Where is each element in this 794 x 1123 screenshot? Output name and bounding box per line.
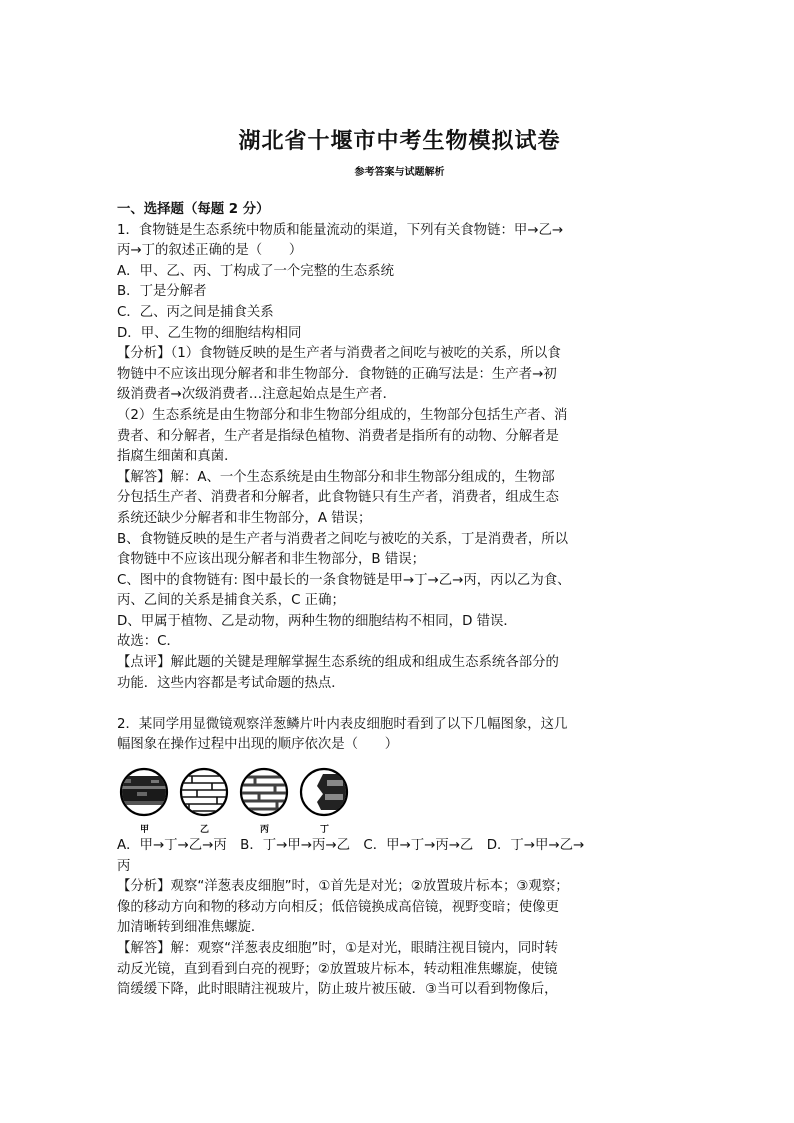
analysis-line: 级消费者→次级消费者…注意起始点是生产者． <box>117 387 397 403</box>
answer-line: 【解答】解：观察“洋葱表皮细胞”时，①是对光，眼睛注视目镜内，同时转 <box>117 941 558 956</box>
answer-line: C、图中的食物链有: 图中最长的一条食物链是甲→丁→乙→丙，丙以乙为食、 <box>117 572 571 588</box>
answer-line: 食物链中不应该出现分解者和非生物部分，B 错误； <box>117 552 426 568</box>
question-stem-line: 2．某同学用显微镜观察洋葱鳞片叶内表皮细胞时看到了以下几幅图象，这几 <box>117 716 568 732</box>
option-d: D．甲、乙生物的细胞结构相同 <box>117 325 302 341</box>
option-c: C．乙、丙之间是捕食关系 <box>117 304 274 320</box>
figure-label-bing: 丙 <box>260 825 270 836</box>
answer-line: 分包括生产者、消费者和分解者，此食物链只有生产者，消费者，组成生态 <box>117 490 559 506</box>
answer-line: 动反光镜，直到看到白亮的视野；②放置玻片标本，转动粗准焦螺旋，使镜 <box>117 961 558 977</box>
question-stem-line: 幅图象在操作过程中出现的顺序依次是（ ） <box>117 737 399 753</box>
question-stem-line: 1．食物链是生态系统中物质和能量流动的渠道，下列有关食物链：甲→乙→ <box>117 222 564 238</box>
option-a: A．甲、乙、丙、丁构成了一个完整的生态系统 <box>117 263 394 279</box>
analysis-line: 像的移动方向和物的移动方向相反；低倍镜换成高倍镜，视野变暗；使像更 <box>117 899 559 915</box>
view-ding <box>301 769 347 815</box>
analysis-line: 【分析】（1）食物链反映的是生产者与消费者之间吃与被吃的关系，所以食 <box>117 346 561 362</box>
answer-line: D、甲属于植物、乙是动物，两种生物的细胞结构不相同，D 错误． <box>117 613 517 629</box>
figure-label-ding: 丁 <box>320 825 330 836</box>
microscope-views-image <box>117 764 357 822</box>
options-line: A．甲→丁→乙→丙 B．丁→甲→丙→乙 C．甲→丁→丙→乙 D．丁→甲→乙→ <box>117 838 585 854</box>
spacer <box>117 694 682 715</box>
comment-line: 【点评】解此题的关键是理解掌握生态系统的组成和组成生态系统各部分的 <box>117 655 559 671</box>
question-2 <box>117 715 682 1001</box>
options-line: 丙 <box>117 858 131 874</box>
section-heading: 一、选择题（每题 2 分） <box>117 202 270 217</box>
question-stem-line: 丙→丁的叙述正确的是（ ） <box>117 243 303 259</box>
question-1 <box>117 221 682 695</box>
microscope-views-figure <box>117 764 357 836</box>
answer-line: 【解答】解：A、一个生态系统是由生物部分和非生物部分组成的，生物部 <box>117 469 555 485</box>
answer-line: B、食物链反映的是生产者与消费者之间吃与被吃的关系，丁是消费者，所以 <box>117 531 569 547</box>
page-title: 湖北省十堰市中考生物模拟试卷 <box>238 128 561 154</box>
document-body <box>117 200 682 1001</box>
analysis-line: 物链中不应该出现分解者和非生物部分．食物链的正确写法是：生产者→初 <box>117 366 557 382</box>
analysis-line: 【分析】观察“洋葱表皮细胞”时，①首先是对光；②放置玻片标本；③观察； <box>117 879 569 895</box>
analysis-line: 加清晰转到细准焦螺旋． <box>117 920 265 936</box>
view-yi <box>179 769 229 815</box>
comment-line: 功能．这些内容都是考试命题的热点． <box>117 675 345 691</box>
answer-line: 丙、乙间的关系是捕食关系，C 正确； <box>117 593 345 609</box>
view-jia <box>121 769 167 815</box>
option-b: B．丁是分解者 <box>117 284 207 300</box>
analysis-line: 指腐生细菌和真菌． <box>117 449 238 465</box>
view-bing <box>239 769 289 815</box>
analysis-line: 费者、和分解者，生产者是指绿色植物、消费者是指所有的动物、分解者是 <box>117 428 559 444</box>
answer-line: 筒缓缓下降，此时眼睛注视玻片，防止玻片被压破．③当可以看到物像后， <box>117 982 558 998</box>
page-subtitle: 参考答案与试题解析 <box>354 167 445 178</box>
figure-label-yi: 乙 <box>200 825 210 836</box>
answer-line: 系统还缺少分解者和非生物部分，A 错误； <box>117 510 372 526</box>
figure-label-jia: 甲 <box>140 825 150 836</box>
analysis-line: （2）生态系统是由生物部分和非生物部分组成的，生物部分包括生产者、消 <box>117 407 568 423</box>
answer-line: 故选：C． <box>117 634 180 650</box>
